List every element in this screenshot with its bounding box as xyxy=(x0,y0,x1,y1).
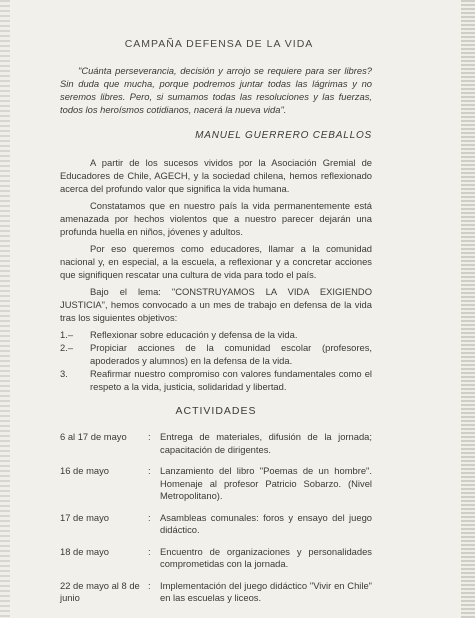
activity-description: Entrega de materiales, difusión de la jornada; capacitación de dirigentes. xyxy=(160,431,372,455)
paragraph: A partir de los sucesos vividos por la Asociación Gremial de Educadores de Chile, AGECH, y la sociedad chilena, hemos reflexionado acerca del profundo valor que significa la vida humana. xyxy=(60,157,372,194)
perforated-edge-left xyxy=(0,0,10,618)
activity-date: 18 de mayo xyxy=(60,545,109,557)
objectives-list xyxy=(60,328,372,393)
perforated-edge-right xyxy=(461,0,475,618)
activity-description: Lanzamiento del libro "Poemas de un hombre". Homenaje al profesor Patricio Sobarzo. (Nivel Metropolitano). xyxy=(160,465,372,501)
activity-date: 6 al 17 de mayo xyxy=(60,431,127,442)
activity-date: 17 de mayo xyxy=(60,511,109,523)
quote-author: MANUEL GUERRERO CEBALLOS xyxy=(195,130,372,141)
epigraph-quote: "Cuánta perseverancia, decisión y arrojo se requiere para ser libres? Sin duda que mucha, porque podremos juntar todas las lágrimas y no seremos libres. Pero, si sumamos todas las resoluciones y las fuerzas, todos los heroísmos cotidianos, nacerá la nueva vida". xyxy=(60,65,372,115)
paragraph: Constatamos que en nuestro país la vida permanentemente está amenazada por hechos violentos que a nuestro parecer dejarán una profunda huella en niños, jóvenes y adultos. xyxy=(60,200,372,237)
activity-description: Encuentro de organizaciones y personalidades comprometidas con la jornada. xyxy=(160,545,372,569)
colon-separator: : xyxy=(148,545,151,557)
document-title: CAMPAÑA DEFENSA DE LA VIDA xyxy=(124,38,314,50)
objective-number: 1.– xyxy=(60,329,74,340)
activity-row xyxy=(60,546,372,571)
paragraph: Por eso queremos como educadores, llamar a la comunidad nacional y, en especial, a la escuela, a reflexionar y a concretar acciones que signifiquen rescatar una cultura de vida para todo el país. xyxy=(60,243,372,280)
activity-date: 16 de mayo xyxy=(60,465,109,476)
colon-separator: : xyxy=(148,511,151,523)
objective-item xyxy=(60,328,372,341)
activity-row xyxy=(60,512,372,537)
colon-separator: : xyxy=(148,431,151,442)
objective-number: 3. xyxy=(60,368,68,379)
objective-text: Reafirmar nuestro compromiso con valores fundamentales como el respeto a la vida, justicia, solidaridad y libertad. xyxy=(90,368,372,392)
objective-item xyxy=(60,367,372,393)
objective-text: Propiciar acciones de la comunidad escolar (profesores, apoderados y alumnos) en la defensa de la vida. xyxy=(90,342,372,366)
activities-heading: ACTIVIDADES xyxy=(175,405,257,417)
objective-text: Reflexionar sobre educación y defensa de la vida. xyxy=(90,329,298,340)
paragraph: Bajo el lema: "CONSTRUYAMOS LA VIDA EXIGIENDO JUSTICIA", hemos convocado a un mes de trabajo en defensa de la vida tras los siguientes objetivos: xyxy=(60,286,372,323)
document-body xyxy=(60,38,372,614)
objective-item xyxy=(60,341,372,367)
activity-row xyxy=(60,465,372,503)
colon-separator: : xyxy=(148,579,151,591)
activity-description: Asambleas comunales: foros y ensayo del juego didáctico. xyxy=(160,511,372,535)
activity-date: 22 de mayo al 8 de junio xyxy=(60,579,140,603)
colon-separator: : xyxy=(148,465,151,476)
activities-schedule xyxy=(60,431,372,605)
activity-row xyxy=(60,580,372,605)
activity-description: Implementación del juego didáctico "Vivir en Chile" en las escuelas y liceos. xyxy=(160,579,372,603)
activity-row xyxy=(60,431,372,456)
objective-number: 2.– xyxy=(60,342,74,353)
